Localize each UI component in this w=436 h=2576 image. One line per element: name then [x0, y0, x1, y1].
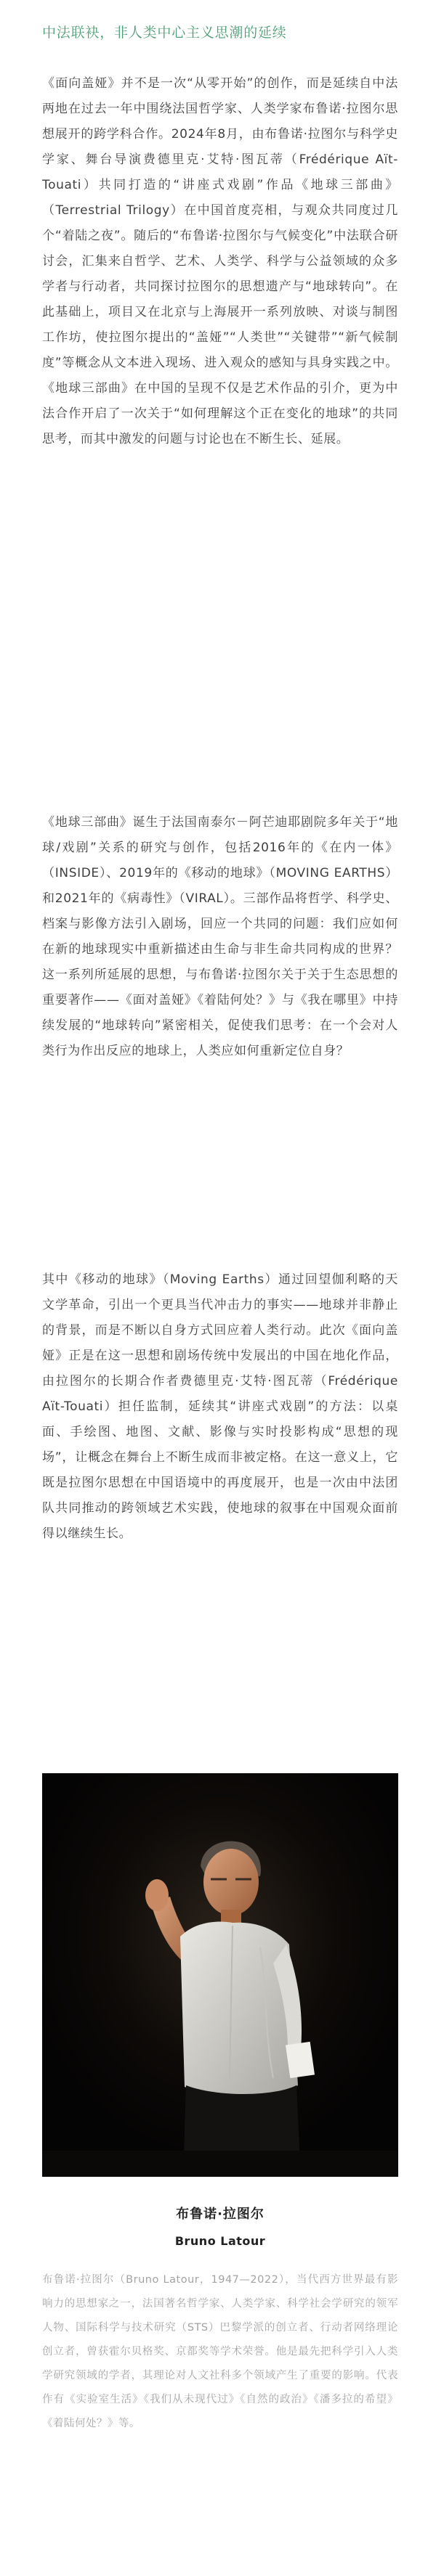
biography-text: 布鲁诺·拉图尔（Bruno Latour，1947—2022），当代西方世界最有影响力的思想家之一，法国著名哲学家、人类学家、科学社会学研究的领军人物、国际科学与技术研究（STS）巴黎学派的创立者、行动者网络理论创立者，曾获霍尔贝格奖、京都奖等学术荣誉。他是最先把科学引入人类学研究领域的学者，其理论对人文社科多个领域产生了重要的影响。代表作有《实验室生活》《我们从未现代过》《自然的政治》《潘多拉的希望》《着陆何处？》等。	[42, 2274, 398, 2429]
section-title: 中法联袂，非人类中心主义思潮的延续	[42, 25, 287, 41]
photo-caption-english-name: Bruno Latour	[174, 2234, 266, 2248]
portrait-illustration	[42, 1773, 398, 2177]
portrait-photo	[42, 1773, 398, 2177]
photo-caption-chinese-name: 布鲁诺·拉图尔	[176, 2207, 265, 2222]
body-paragraph: 其中《移动的地球》（Moving Earths）通过回望伽利略的天文学革命，引出一个更具当代冲击力的事实——地球并非静止的背景，而是不断以自身方式回应着人类行动。此次《面向盖娅》正是在这一思想和剧场传统中发展出的中国在地化作品，由拉图尔的长期合作者费德里克·艾特·图瓦蒂（Frédérique Aït-Touati）担任监制，延续其“讲座式戏剧”的方法：以桌面、手绘图、地图、文献、影像与实时投影构成“思想的现场”，让概念在舞台上不断生成而非被定格。在这一意义上，它既是拉图尔思想在中国语境中的再度展开，也是一次由中法团队共同推动的跨领域艺术实践，使地球的叙事在中国观众面前得以继续生长。	[42, 1272, 398, 1541]
body-paragraph: 《地球三部曲》诞生于法国南泰尔－阿芒迪耶剧院多年关于“地球/戏剧”关系的研究与创作，包括2016年的《在内一体》（INSIDE）、2019年的《移动的地球》（MOVING EARTHS）和2021年的《病毒性》（VIRAL）。三部作品将哲学、科学史、档案与影像方法引入剧场，回应一个共同的问题：我们应如何在新的地球现实中重新描述由生命与非生命共同构成的世界？这一系列所延展的思想，与布鲁诺·拉图尔关于关于生态思想的重要著作——《面对盖娅》《着陆何处？》与《我在哪里》中持续发展的“地球转向”紧密相关，促使我们思考：在一个会对人类行为作出反应的地球上，人类应如何重新定位自身？	[42, 815, 398, 1058]
body-paragraph: 《面向盖娅》并不是一次“从零开始”的创作，而是延续自中法两地在过去一年中围绕法国哲学家、人类学家布鲁诺·拉图尔思想展开的跨学科合作。2024年8月，由布鲁诺·拉图尔与科学史学家、舞台导演费德里克·艾特·图瓦蒂（Frédérique Aït-Touati）共同打造的“讲座式戏剧”作品《地球三部曲》（Terrestrial Trilogy）在中国首度亮相，与观众共同度过几个“着陆之夜”。随后的“布鲁诺·拉图尔与气候变化”中法联合研讨会，汇集来自哲学、艺术、人类学、科学与公益领域的众多学者与行动者，共同探讨拉图尔的思想遗产与“地球转向”。在此基础上，项目又在北京与上海展开一系列放映、对谈与制图工作坊，使拉图尔提出的“盖娅”“人类世”“关键带”“新气候制度”等概念从文本进入现场、进入观众的感知与具身实践之中。《地球三部曲》在中国的呈现不仅是艺术作品的引介，更为中法合作开启了一次关于“如何理解这个正在变化的地球”的共同思考，而其中激发的问题与讨论也在不断生长、延展。	[42, 76, 398, 446]
